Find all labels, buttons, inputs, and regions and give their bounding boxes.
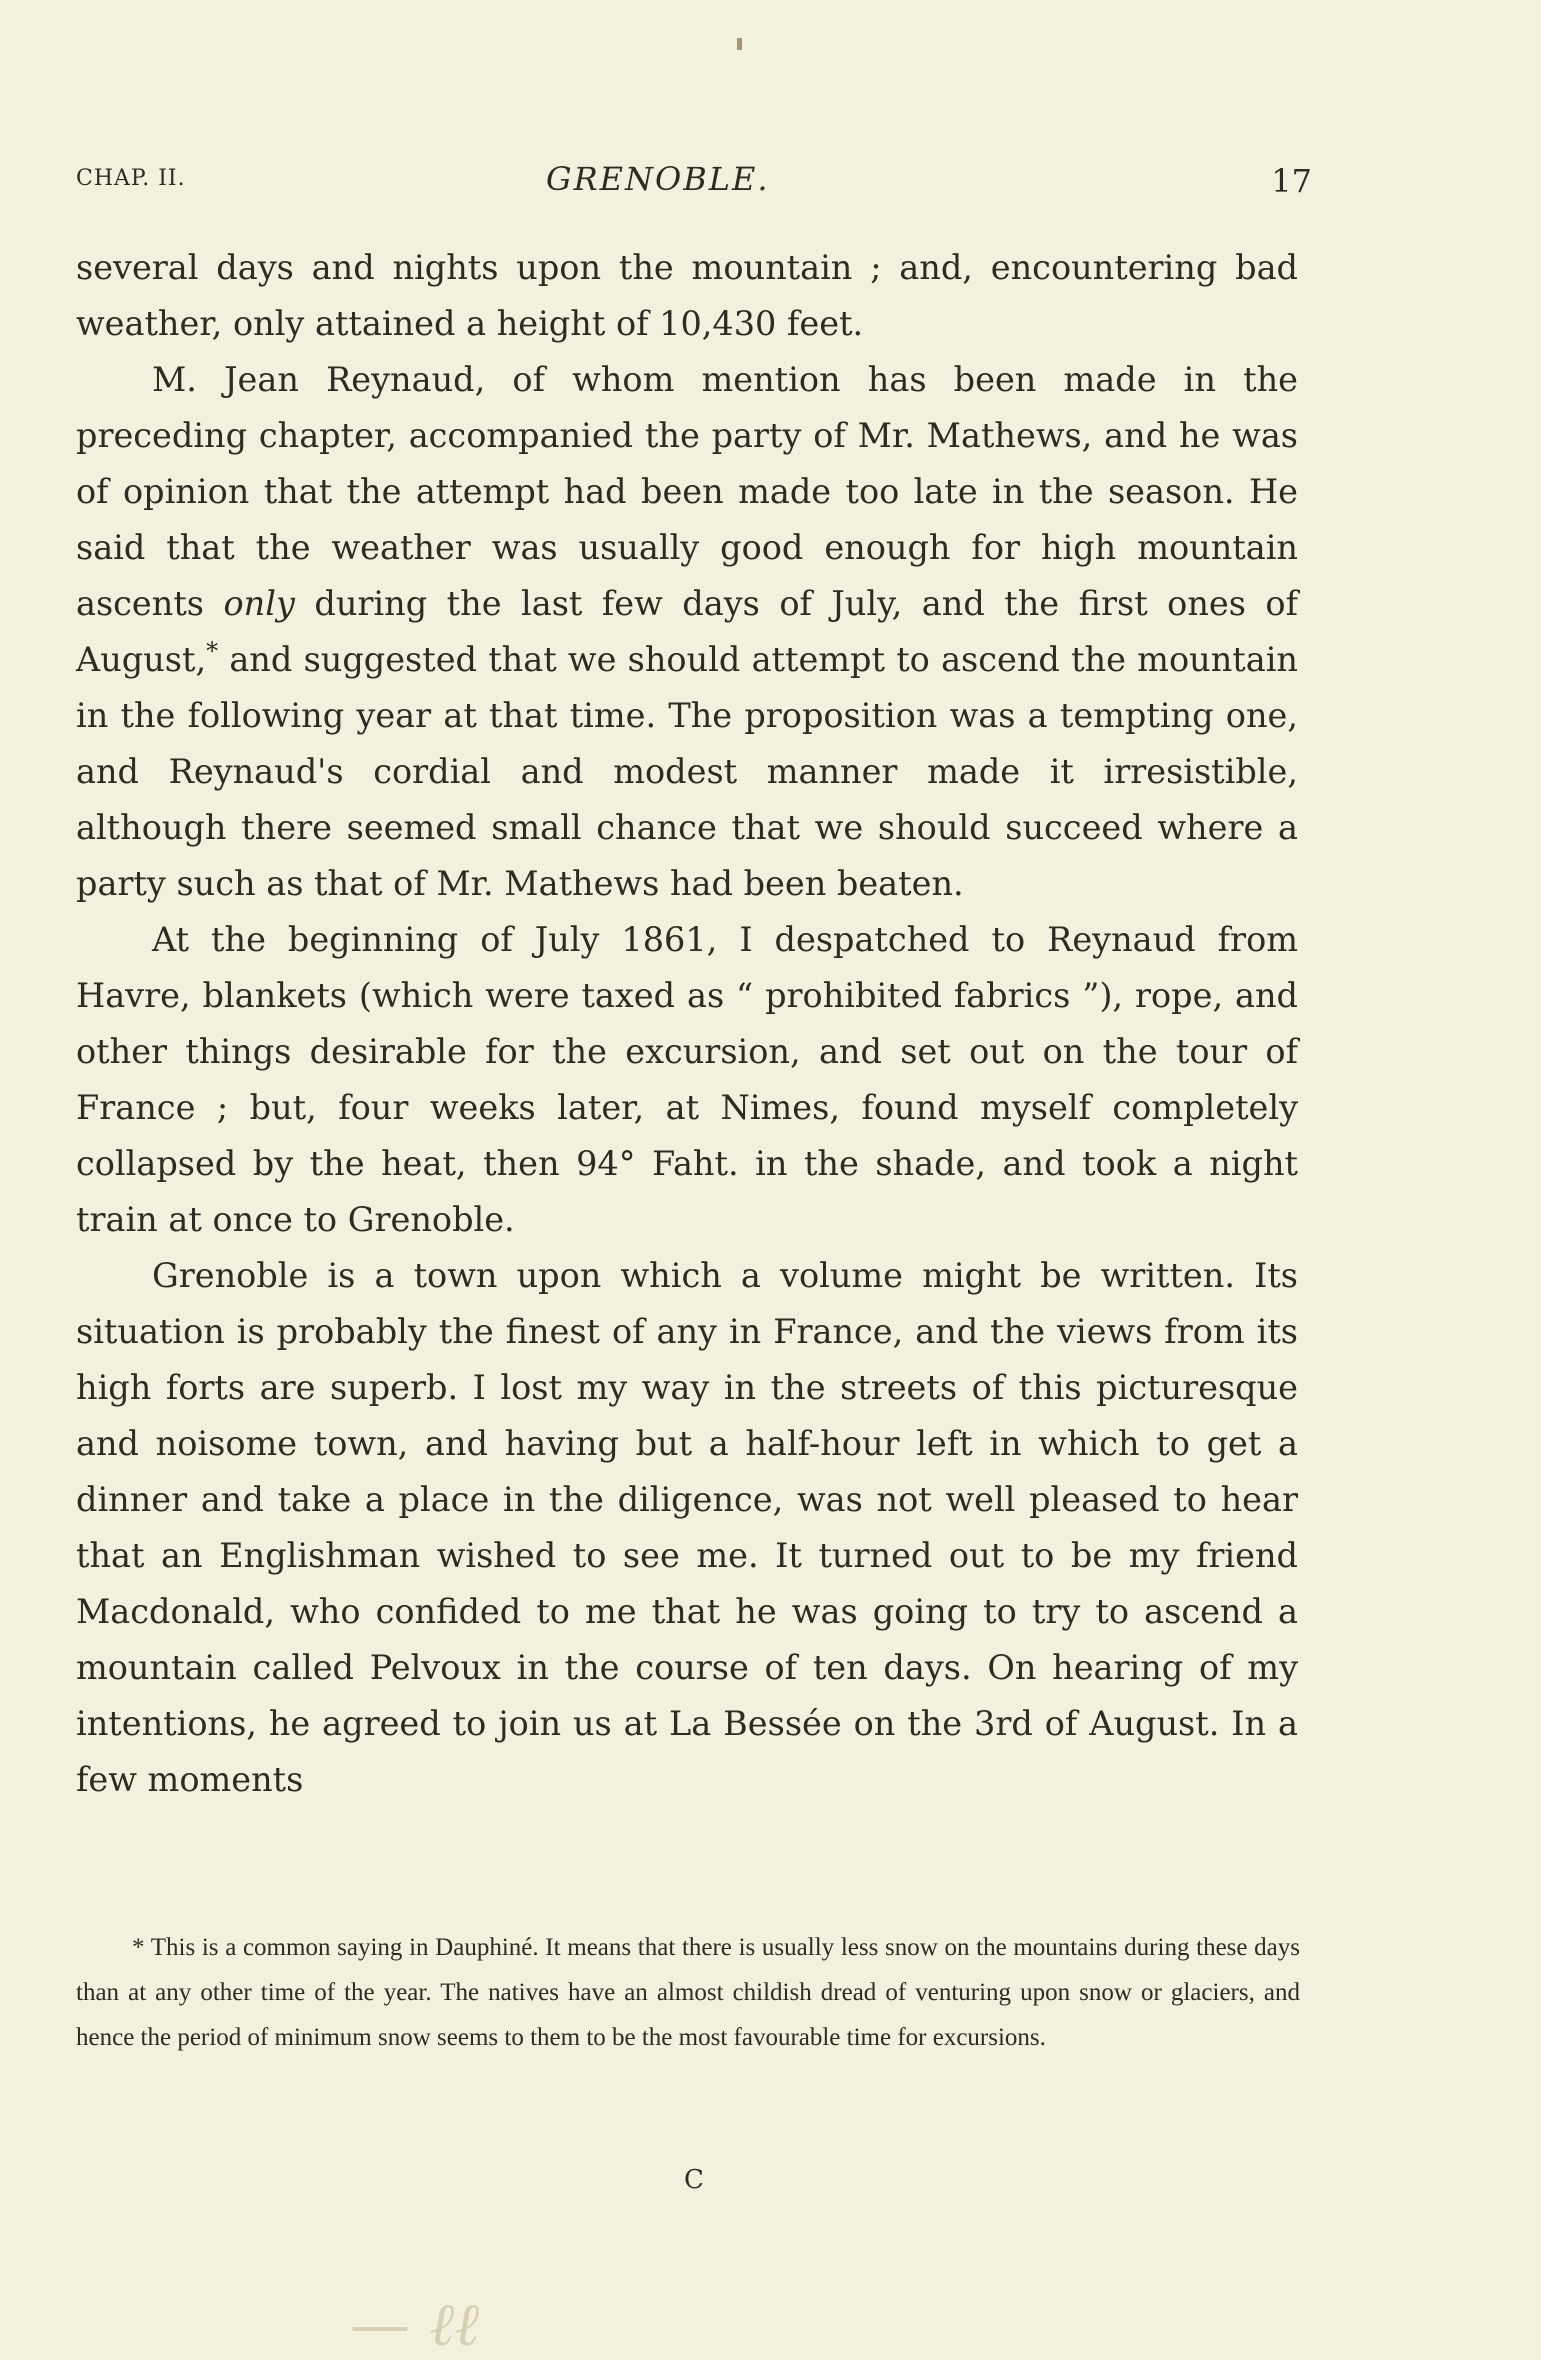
paragraph-2-part-c: and suggested that we should attempt to ascend the mountain in the following year at that time. The proposition was a tempting one, and Reynaud's cordial and modest manner made it irresistible, although there seemed small chance that we should succeed where a party such as that of Mr. Mathews had been beaten. — [76, 640, 1298, 903]
paragraph-2-part-b: during the last few days of July, and the first ones of August, — [76, 584, 1298, 679]
emphasis-only: only — [223, 584, 295, 623]
footnote — [76, 1925, 1300, 2060]
paragraph-3: At the beginning of July 1861, I despatched to Reynaud from Havre, blankets (which were taxed as “ prohibited fabrics ”), rope, and other things desirable for the excursion, and set out on the tour of France ; but, four weeks later, at Nimes, found myself completely collapsed by the heat, then 94° Faht. in the shade, and took a night train at once to Grenoble. — [76, 920, 1298, 1239]
paragraph-4: Grenoble is a town upon which a volume might be written. Its situation is probably the finest of any in France, and the views from its high forts are superb. I lost my way in the streets of this picturesque and noisome town, and having but a half-hour left in which to get a dinner and take a place in the diligence, was not well pleased to hear that an Englishman wished to see me. It turned out to be my friend Macdonald, who confided to me that he was going to try to ascend a mountain called Pelvoux in the course of ten days. On hearing of my intentions, he agreed to join us at La Bessée on the 3rd of August. In a few moments — [76, 1256, 1298, 1799]
body-text — [76, 240, 1298, 1808]
running-title: GRENOBLE. — [546, 160, 770, 198]
chapter-label: CHAP. II. — [76, 166, 186, 191]
ink-mark — [737, 38, 742, 50]
paragraph-2-part-a: M. Jean Reynaud, of whom mention has been made in the preceding chapter, accompanied the party of Mr. Mathews, and he was of opinion that the attempt had been made too late in the season. He said that the weather was usually good enough for high mountain ascents — [76, 360, 1298, 623]
footnote-reference: * — [206, 636, 219, 665]
paragraph-2 — [76, 352, 1298, 912]
page-number: 17 — [1271, 162, 1312, 200]
paragraph-1: several days and nights upon the mountain ; and, encountering bad weather, only attained a height of 10,430 feet. — [76, 248, 1298, 343]
pencil-annotation: — ℓℓ — [350, 2290, 480, 2360]
running-head — [76, 160, 1312, 210]
footnote-text: * This is a common saying in Dauphiné. It means that there is usually less snow on the mountains during these days than at any other time of the year. The natives have an almost childish dread of venturing upon snow or glaciers, and hence the period of minimum snow seems to them to be the most favourable time for excursions. — [76, 1934, 1300, 2051]
signature-mark: C — [684, 2165, 704, 2195]
